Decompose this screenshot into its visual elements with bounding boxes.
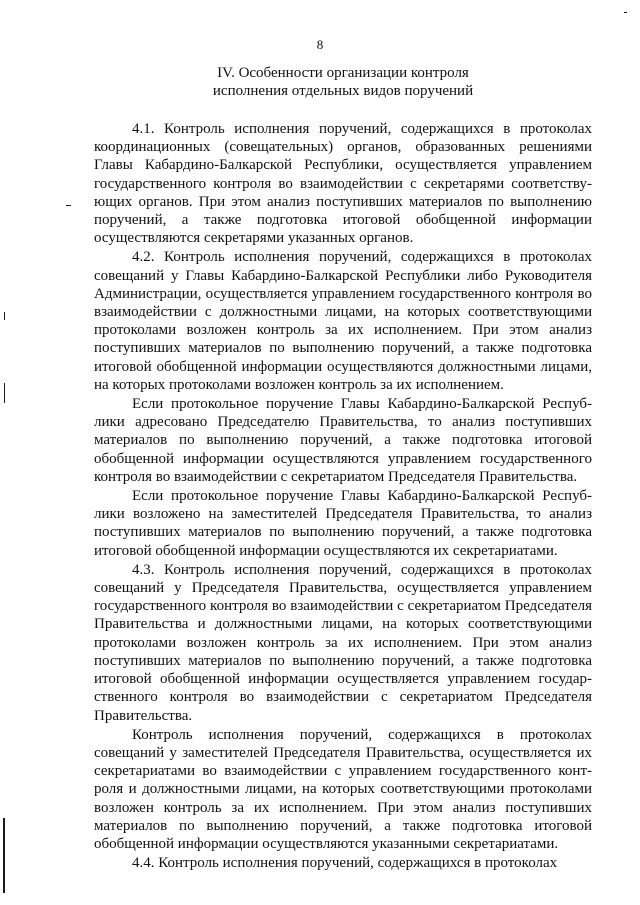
scan-mark-left-4 bbox=[66, 205, 71, 206]
scan-mark-left-3 bbox=[3, 818, 5, 893]
scan-mark-right-1 bbox=[624, 12, 627, 13]
paragraph-deputy-assignment: Если протокольное поручение Главы Кабардино-Балкарской Республики возложено на заместителей Председателя Правительства, то анализ поступивших материалов по выполнению поручений, а также подготовка итоговой обобщенной информации осуществляются их секретариатами. bbox=[94, 488, 592, 559]
paragraph-4-4: 4.4. Контроль исполнения поручений, содержащихся в протоколах bbox=[132, 855, 558, 872]
scan-mark-left-1 bbox=[4, 383, 5, 403]
paragraph-chairman-assignment: Если протокольное поручение Главы Кабардино-Балкарской Республики адресовано Председателю Правительства, то анализ поступивших материалов по выполнению поручений, а также подготовка итоговой обобщенной информации осуществляются управлением государственного контроля во взаимодействии с секретариатом Председателя Правительства. bbox=[94, 396, 592, 485]
paragraph-4-1: 4.1. Контроль исполнения поручений, содержащихся в протоколах координационных (совещательных) органов, образованных решениями Главы Кабардино-Балкарской Республики, осуществляется управлением государственного контроля во взаимодействии с секретарями соответствующих органов. При этом анализ поступивших материалов по выполнению поручений, а также подготовка итоговой обобщенной информации осуществляются секретарями указанных органов. bbox=[94, 121, 592, 247]
document-body bbox=[94, 120, 592, 873]
paragraph-deputy-meetings: Контроль исполнения поручений, содержащихся в протоколах совещаний у заместителей Председателя Правительства, осуществляется их секретариатами во взаимодействии с управлением государственного контроля и должностными лицами, на которых соответствующими протоколами возложен контроль за их исполнением. При этом анализ поступивших материалов по выполнению поручений, а также подготовка итоговой обобщенной информации осуществляются указанными секретариатами. bbox=[94, 726, 592, 852]
section-heading-line-2: исполнения отдельных видов поручений bbox=[212, 83, 474, 99]
section-heading-line-1: IV. Особенности организации контроля bbox=[217, 65, 469, 81]
paragraph-4-2: 4.2. Контроль исполнения поручений, содержащихся в протоколах совещаний у Главы Кабардино-Балкарской Республики либо Руководителя Администрации, осуществляется управлением государственного контроля во взаимодействии с должностными лицами, на которых соответствующими протоколами возложен контроль за их исполнением. При этом анализ поступивших материалов по выполнению поручений, а также подготовка итоговой обобщенной информации осуществляются должностными лицами, на которых протоколами возложен контроль за их исполнением. bbox=[94, 249, 592, 393]
scan-mark-left-2 bbox=[4, 312, 5, 320]
page-number: 8 bbox=[316, 37, 324, 52]
paragraph-4-3: 4.3. Контроль исполнения поручений, содержащихся в протоколах совещаний у Председателя Правительства, осуществляется управлением государственного контроля во взаимодействии с секретариатом Председателя Правительства и должностными лицами, на которых соответствующими протоколами возложен контроль за их исполнением. При этом анализ поступивших материалов по выполнению поручений, а также подготовка итоговой обобщенной информации осуществляется управлением государственного контроля во взаимодействии с секретариатом Председателя Правительства. bbox=[94, 561, 592, 724]
section-heading bbox=[94, 64, 592, 100]
